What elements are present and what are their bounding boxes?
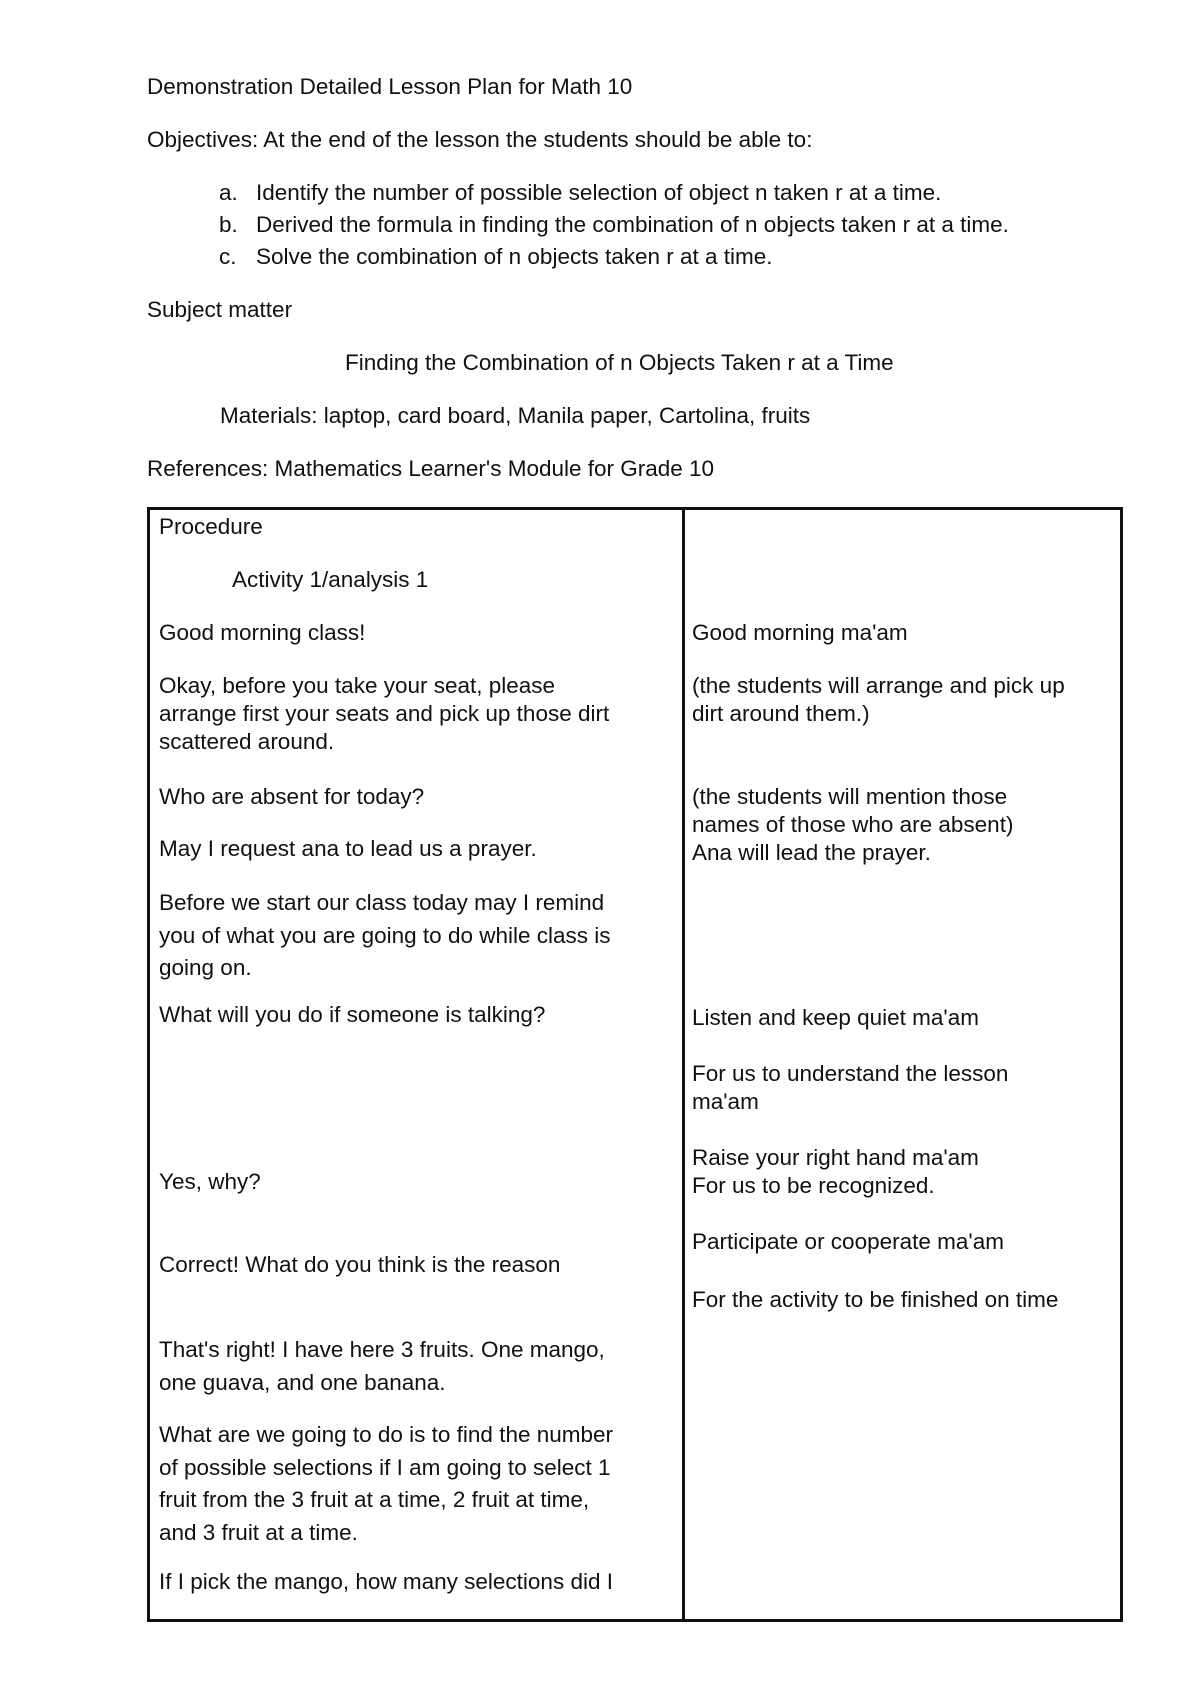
student-understand: For us to understand the lesson ma'am — [692, 1061, 1009, 1114]
teacher-absent: Who are absent for today? — [159, 784, 425, 809]
student-arrange: (the students will arrange and pick up dirt around them.) — [692, 673, 1065, 726]
student-participate: Participate or cooperate ma'am — [692, 1229, 1004, 1254]
teacher-talking: What will you do if someone is talking? — [159, 1002, 546, 1027]
list-marker: c. — [219, 244, 237, 269]
references-line: References: Mathematics Learner's Module for Grade 10 — [147, 456, 715, 481]
subject-matter-label: Subject matter — [147, 297, 293, 322]
student-finish: For the activity to be finished on time — [692, 1287, 1059, 1312]
objective-text: Identify the number of possible selection of object n taken r at a time. — [256, 180, 942, 205]
objective-text: Derived the formula in finding the combination of n objects taken r at a time. — [256, 212, 1009, 237]
teacher-greeting: Good morning class! — [159, 620, 366, 645]
student-listen: Listen and keep quiet ma'am — [692, 1005, 979, 1030]
student-absent: (the students will mention those names of those who are absent) Ana will lead the prayer. — [692, 784, 1014, 865]
teacher-why: Yes, why? — [159, 1169, 261, 1194]
materials-line: Materials: laptop, card board, Manila paper, Cartolina, fruits — [220, 403, 811, 428]
teacher-pick: If I pick the mango, how many selections did I — [159, 1569, 613, 1594]
list-item — [219, 243, 1009, 275]
list-item — [219, 211, 1009, 243]
student-greeting: Good morning ma'am — [692, 620, 908, 645]
teacher-fruits: That's right! I have here 3 fruits. One mango, one guava, and one banana. — [159, 1337, 605, 1395]
lesson-topic: Finding the Combination of n Objects Taken r at a Time — [345, 350, 894, 375]
objective-text: Solve the combination of n objects taken r at a time. — [256, 244, 773, 269]
procedure-heading: Procedure — [159, 514, 263, 539]
activity-heading: Activity 1/analysis 1 — [232, 567, 429, 592]
list-item — [219, 179, 1009, 211]
document-title: Demonstration Detailed Lesson Plan for Math 10 — [147, 74, 633, 99]
list-marker: a. — [219, 180, 238, 205]
objectives-intro: Objectives: At the end of the lesson the students should be able to: — [147, 127, 813, 152]
teacher-reason: Correct! What do you think is the reason — [159, 1252, 561, 1277]
objectives-list — [219, 179, 1009, 275]
teacher-selections: What are we going to do is to find the number of possible selections if I am going to select 1 fruit from the 3 fruit at a time, 2 fruit at time, and 3 fruit at a time. — [159, 1422, 614, 1545]
teacher-arrange: Okay, before you take your seat, please arrange first your seats and pick up those dirt scattered around. — [159, 673, 610, 754]
procedure-table — [147, 507, 1123, 1622]
teacher-prayer: May I request ana to lead us a prayer. — [159, 836, 537, 861]
column-divider — [682, 510, 685, 1619]
list-marker: b. — [219, 212, 238, 237]
student-raise: Raise your right hand ma'am For us to be recognized. — [692, 1145, 979, 1198]
teacher-remind: Before we start our class today may I remind you of what you are going to do while class is going on. — [159, 890, 611, 980]
